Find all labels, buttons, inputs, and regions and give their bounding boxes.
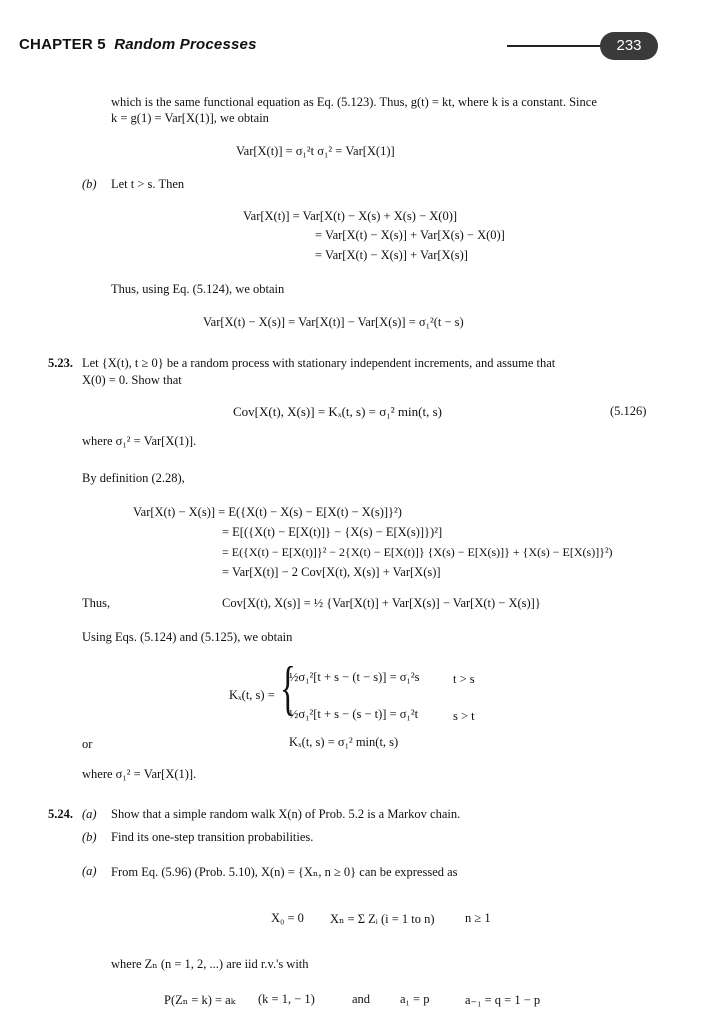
equation-condition: s > t: [453, 709, 475, 723]
text-line: where σ₁² = Var[X(1)].: [82, 767, 197, 781]
part-label: [82, 807, 97, 822]
text-line: By definition (2.28),: [82, 471, 185, 485]
equation: Var[X(t)] = σ₁²t σ₁² = Var[X(1)]: [236, 144, 395, 158]
equation: Var[X(t) − X(s)] = E({X(t) − X(s) − E[X(t) − X(s)]}²): [133, 505, 402, 519]
text-line: and: [352, 992, 371, 1006]
equation: a₋₁ = q = 1 − p: [465, 993, 541, 1007]
equation-case: ½σ₁²[t + s − (s − t)] = σ₁²t: [289, 707, 419, 721]
equation-case: ½σ₁²[t + s − (t − s)] = σ₁²s: [289, 670, 420, 684]
equation-lhs: Kₓ(t, s) =: [229, 688, 275, 702]
header-rule: [507, 45, 607, 47]
problem-number: 5.24.: [48, 807, 73, 821]
equation: Cov[X(t), X(s)] = ½ {Var[X(t)] + Var[X(s)] − Var[X(t) − X(s)]}: [222, 596, 541, 610]
part-label: [82, 864, 97, 879]
part-b-label: (b): [82, 830, 97, 844]
text-line: X(0) = 0. Show that: [82, 373, 182, 387]
text-line: Let {X(t), t ≥ 0} be a random process with stationary independent increments, and assume that: [82, 356, 556, 370]
text-line: Thus, using Eq. (5.124), we obtain: [111, 282, 285, 296]
part-label: [82, 177, 97, 192]
equation: = E({X(t) − E[X(t)]}² − 2{X(t) − E[X(t)]} {X(s) − E[X(s)]} + {X(s) − E[X(s)]}²): [222, 545, 613, 559]
part-b-label: (b): [82, 177, 97, 191]
equation: Xₙ = Σ Zᵢ (i = 1 to n): [330, 912, 435, 926]
text-line: Using Eqs. (5.124) and (5.125), we obtain: [82, 630, 293, 644]
part-a-label: (a): [82, 807, 97, 821]
text-line: Find its one-step transition probabilities.: [111, 830, 314, 844]
equation: (k = 1, − 1): [258, 992, 315, 1006]
text-line: k = g(1) = Var[X(1)], we obtain: [111, 111, 269, 125]
text-line: Let t > s. Then: [111, 177, 185, 191]
equation: a₁ = p: [400, 992, 430, 1006]
equation: Kₓ(t, s) = σ₁² min(t, s): [289, 735, 399, 749]
text-line: where Zₙ (n = 1, 2, ...) are iid r.v.'s with: [111, 957, 309, 971]
equation: = E[({X(t) − E[X(t)]} − {X(s) − E[X(s)]})²]: [222, 525, 443, 539]
text-line: where σ₁² = Var[X(1)].: [82, 434, 197, 448]
text-line: which is the same functional equation as Eq. (5.123). Thus, g(t) = kt, where k is a constant. Since: [111, 95, 597, 109]
text-line: Show that a simple random walk X(n) of Prob. 5.2 is a Markov chain.: [111, 807, 461, 821]
equation: Var[X(t)] = Var[X(t) − X(s) + X(s) − X(0)]: [243, 209, 458, 223]
brace-symbol: {: [280, 655, 296, 721]
equation: n ≥ 1: [465, 911, 491, 925]
equation: P(Zₙ = k) = aₖ: [164, 993, 236, 1007]
equation: = Var[X(t) − X(s)] + Var[X(s)]: [315, 248, 468, 262]
equation: Cov[X(t), X(s)] = Kₓ(t, s) = σ₁² min(t, s): [233, 404, 442, 419]
problem-number: 5.23.: [48, 356, 73, 370]
chapter-label: CHAPTER 5: [19, 36, 106, 53]
chapter-header: [19, 36, 257, 53]
page-number: 233: [600, 32, 658, 60]
equation: X₀ = 0: [271, 911, 304, 925]
equation: = Var[X(t)] − 2 Cov[X(t), X(s)] + Var[X(s)]: [222, 565, 441, 579]
text-line: or: [82, 737, 93, 751]
equation-condition: t > s: [453, 672, 475, 686]
chapter-title: Random Processes: [114, 36, 257, 53]
text-line: From Eq. (5.96) (Prob. 5.10), X(n) = {Xₙ, n ≥ 0} can be expressed as: [111, 865, 458, 879]
part-label: [82, 830, 97, 845]
sol-a-label: (a): [82, 864, 97, 878]
text-line: Thus,: [82, 596, 111, 610]
equation-tag: (5.126): [610, 404, 647, 418]
equation: = Var[X(t) − X(s)] + Var[X(s) − X(0)]: [315, 228, 505, 242]
equation: Var[X(t) − X(s)] = Var[X(t)] − Var[X(s)] = σ₁²(t − s): [203, 315, 464, 329]
